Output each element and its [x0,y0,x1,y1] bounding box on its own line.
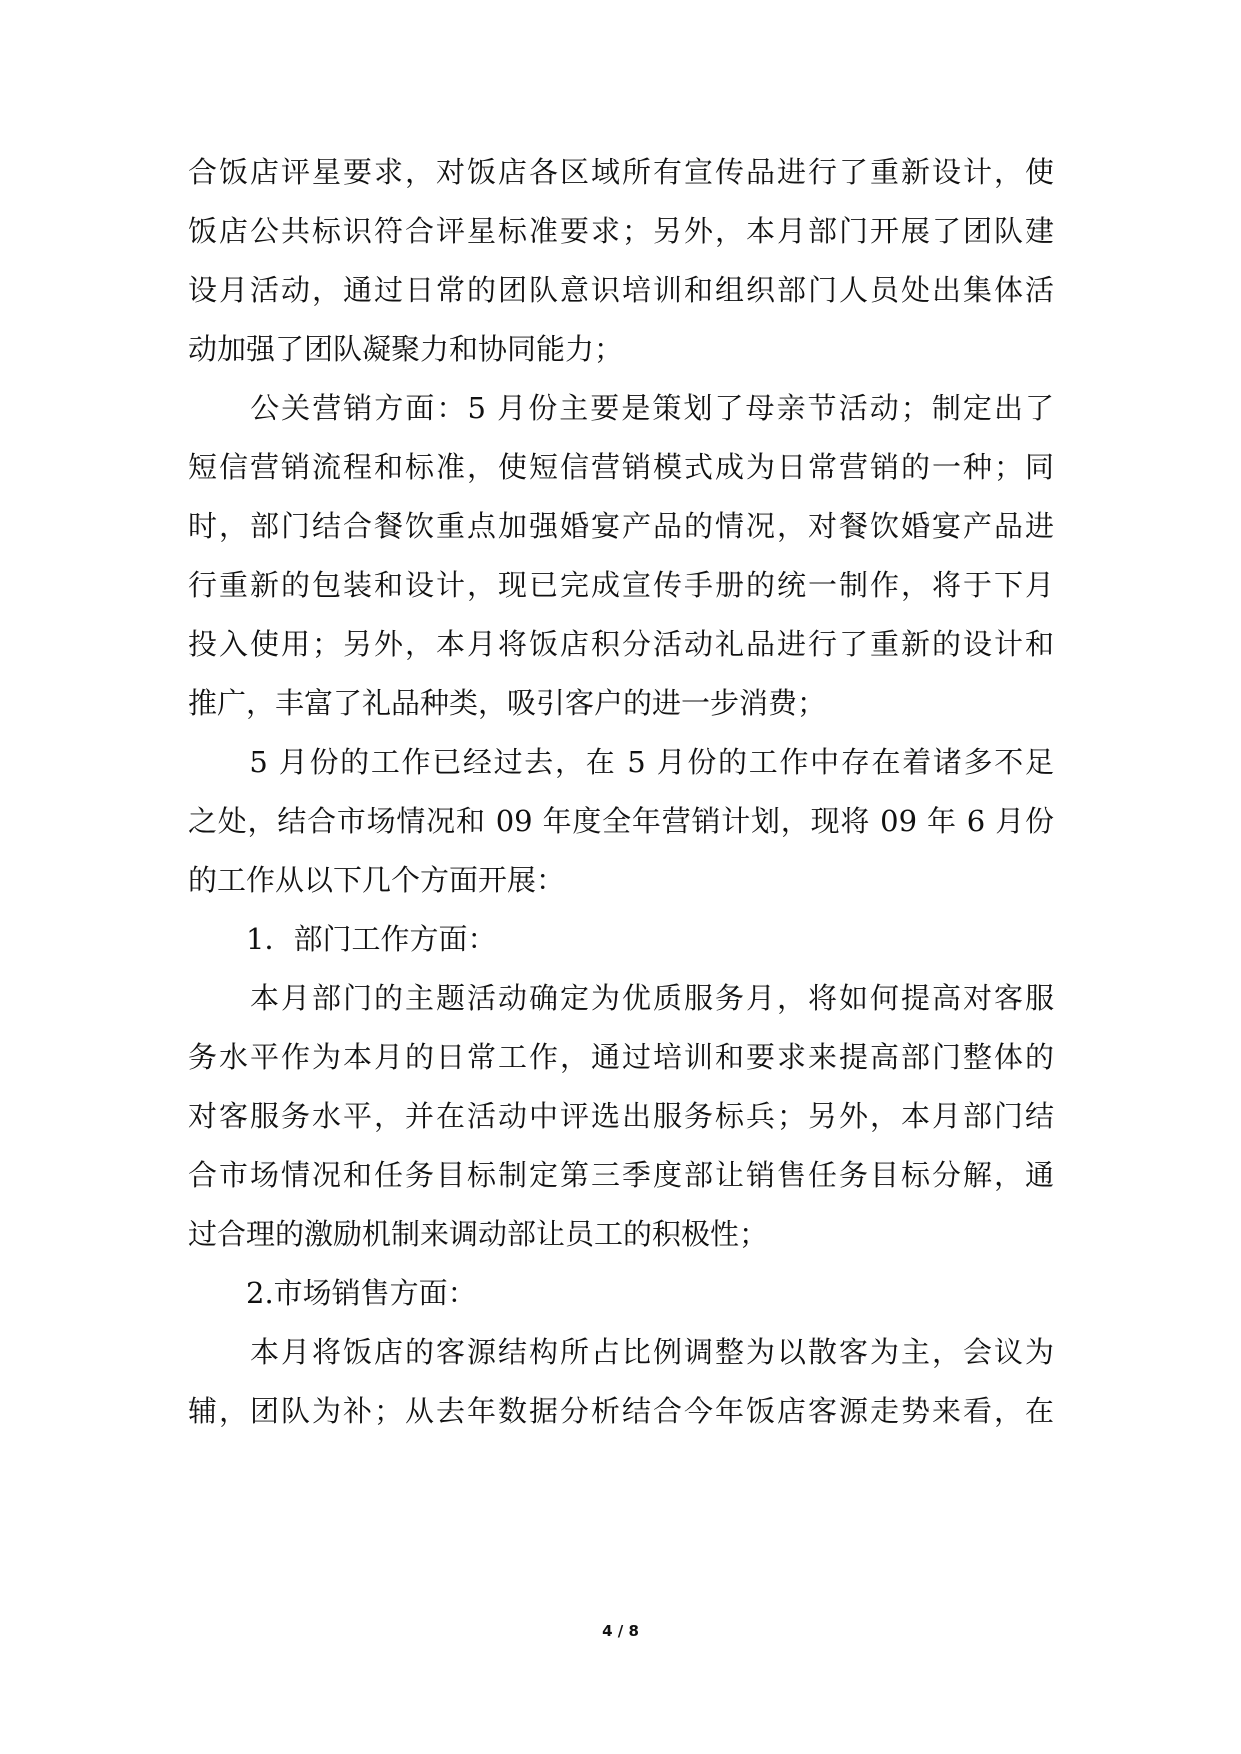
text-line: 时，部门结合餐饮重点加强婚宴产品的情况，对餐饮婚宴产品进 [188,509,1054,543]
text-line: 对客服务水平，并在活动中评选出服务标兵；另外，本月部门结 [188,1099,1054,1133]
text-line: 务水平作为本月的日常工作，通过培训和要求来提高部门整体的 [188,1040,1054,1074]
section-heading: 1．部门工作方面： [188,922,497,956]
section-heading: 2.市场销售方面： [188,1276,477,1310]
text-line: 行重新的包装和设计，现已完成宣传手册的统一制作，将于下月 [188,568,1054,602]
text-line: 合市场情况和任务目标制定第三季度部让销售任务目标分解，通 [188,1158,1054,1192]
text-line: 动加强了团队凝聚力和协同能力； [188,332,624,366]
text-line: 本月部门的主题活动确定为优质服务月，将如何提高对客服 [188,981,1054,1015]
text-line: 合饭店评星要求，对饭店各区域所有宣传品进行了重新设计，使 [188,155,1054,189]
text-line: 本月将饭店的客源结构所占比例调整为以散客为主，会议为 [188,1335,1054,1369]
page-number: 4 / 8 [602,1622,639,1640]
text-line: 推广，丰富了礼品种类，吸引客户的进一步消费； [188,686,827,720]
text-line: 饭店公共标识符合评星标准要求；另外，本月部门开展了团队建 [188,214,1054,248]
text-line: 短信营销流程和标准，使短信营销模式成为日常营销的一种；同 [188,450,1054,484]
text-line: 之处，结合市场情况和 09 年度全年营销计划，现将 09 年 6 月份 [188,804,1054,838]
text-line: 辅，团队为补；从去年数据分析结合今年饭店客源走势来看，在 [188,1394,1054,1428]
text-line: 5 月份的工作已经过去，在 5 月份的工作中存在着诸多不足 [188,745,1054,779]
text-line: 投入使用；另外，本月将饭店积分活动礼品进行了重新的设计和 [188,627,1054,661]
text-line: 的工作从以下几个方面开展： [188,863,566,897]
text-line: 设月活动，通过日常的团队意识培训和组织部门人员处出集体活 [188,273,1054,307]
text-line: 过合理的激励机制来调动部让员工的积极性； [188,1217,769,1251]
text-line: 公关营销方面：5 月份主要是策划了母亲节活动；制定出了 [188,391,1054,425]
